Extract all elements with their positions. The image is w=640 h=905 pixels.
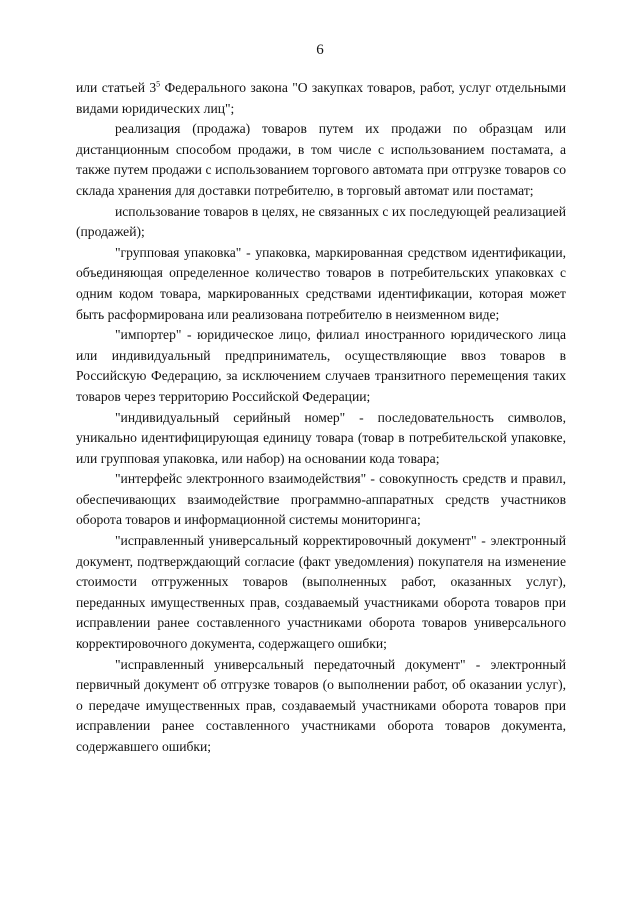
paragraph-definition-importer: "импортер" - юридическое лицо, филиал иностранного юридического лица или индивидуальный предприниматель, осуществляющие ввоз товаров в Российскую Федерацию, за исключением случаев транзитного перемещения таких товаров через территорию Российской Федерации; [76, 327, 566, 404]
paragraph-use-of-goods: использование товаров в целях, не связанных с их последующей реализацией (продажей); [76, 203, 566, 240]
page-number: 6 [316, 42, 324, 58]
paragraph-definition-interface: "интерфейс электронного взаимодействия" - совокупность средств и правил, обеспечивающих взаимодействие программно-аппаратных средств участников оборота товаров и информационной системы мониторинга; [76, 471, 566, 528]
paragraph-sale-of-goods: реализация (продажа) товаров путем их продажи по образцам или дистанционным способом продажи, в том числе с использованием постамата, а также путем продажи с использованием торгового автомата при отгрузке товаров со склада хранения для доставки потребителю, в торговый автомат или постамат; [76, 121, 566, 198]
paragraph-definition-corrected-transfer-document: "исправленный универсальный передаточный документ" - электронный первичный документ об отгрузке товаров (о выполнении работ, об оказании услуг), о передаче имущественных прав, создаваемый участниками оборота товаров при исправлении ранее составленного участниками оборота товаров документа, содержавшего ошибки; [76, 656, 566, 754]
paragraph-definition-group-package: "групповая упаковка" - упаковка, маркированная средством идентификации, объединяющая определенное количество товаров в потребительских упаковках с одним кодом товара, маркированных средствами идентификации, которая может быть расформирована или реализована потребителю в неизменном виде; [76, 244, 566, 322]
paragraph-definition-serial-number: "индивидуальный серийный номер" - последовательность символов, уникально идентифицирующая единицу товара (товар в потребительской упаковке, или групповая упаковка, или набор) на основании кода товара; [76, 409, 566, 466]
paragraph-text-start: или статьей 3 [76, 80, 157, 95]
paragraph-law-reference [76, 78, 566, 119]
superscript-article-number: 5 [156, 79, 161, 89]
paragraph-definition-corrected-adjustment-document: "исправленный универсальный корректировочный документ" - электронный документ, подтверждающий согласие (факт уведомления) покупателя на изменение стоимости отгруженных товаров (выполненных работ, оказанных услуг), переданных имущественных прав, создаваемый участниками оборота товаров при исправлении ранее составленного участниками оборота товаров универсального корректировочного документа, содержащего ошибки; [76, 533, 566, 652]
paragraph-text-end: Федерального закона "О закупках товаров, работ, услуг отдельными видами юридических лиц"; [76, 80, 566, 116]
document-body [76, 78, 566, 758]
